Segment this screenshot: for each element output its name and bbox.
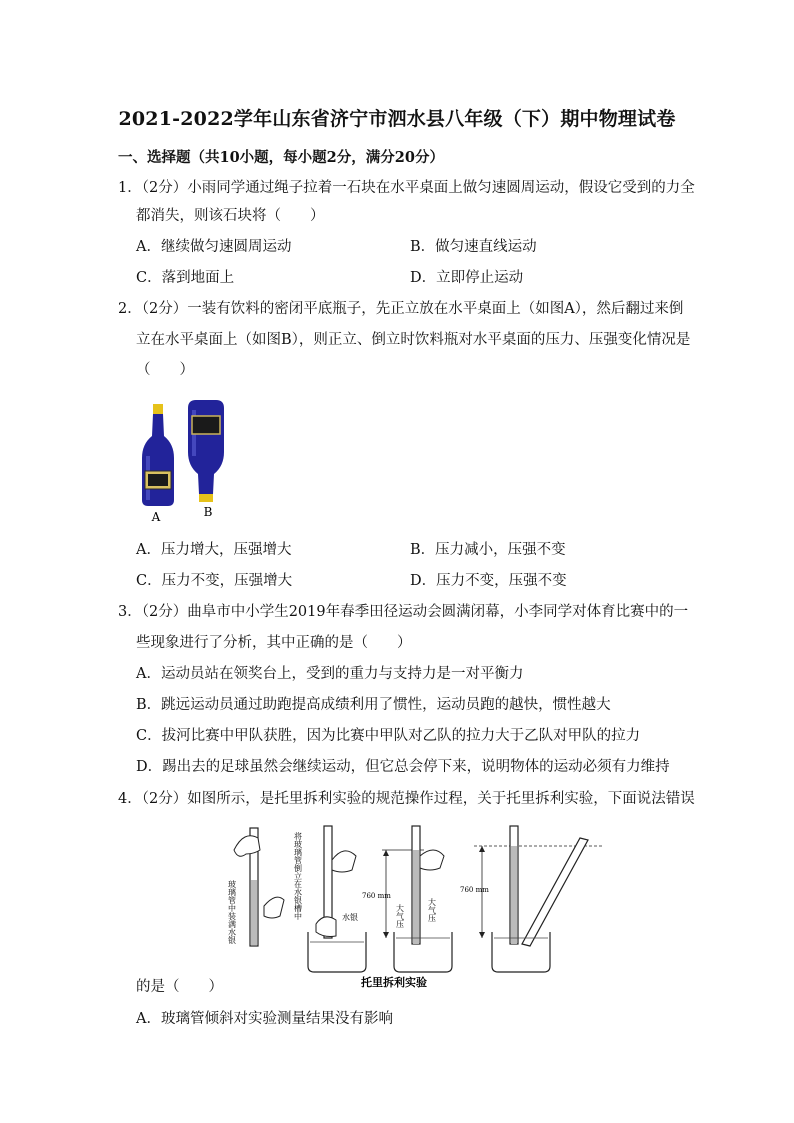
q4-option-a: A．玻璃管倾斜对实验测量结果没有影响 bbox=[136, 1011, 393, 1027]
q2-stem-line3: （ ） bbox=[136, 362, 194, 378]
q2-option-d: D．压力不变，压强不变 bbox=[410, 573, 567, 589]
q1-option-d: D．立即停止运动 bbox=[410, 270, 524, 286]
q2-stem-line2: 立在水平桌面上（如图B），则正立、倒立时饮料瓶对水平桌面的压力、压强变化情况是 bbox=[136, 332, 691, 348]
q3-stem-line2: 些现象进行了分析，其中正确的是（ ） bbox=[136, 635, 412, 651]
q3-option-c: C．拔河比赛中甲队获胜，因为比赛中甲队对乙队的拉力大于乙队对甲队的拉力 bbox=[136, 728, 641, 744]
bottle-b-image bbox=[188, 400, 224, 502]
panel-fill-tube bbox=[228, 828, 285, 946]
label-760-b: 760 mm bbox=[460, 886, 489, 894]
section-heading: 一、选择题（共10小题，每小题2分，满分20分） bbox=[118, 149, 444, 166]
q3-option-a: A．运动员站在领奖台上，受到的重力与支持力是一对平衡力 bbox=[136, 666, 524, 682]
q2-option-b: B．压力减小，压强不变 bbox=[410, 542, 566, 558]
q1-option-a: A．继续做匀速圆周运动 bbox=[136, 239, 292, 255]
q2-option-a: A．压力增大，压强增大 bbox=[136, 542, 292, 558]
panel-tilted-tube bbox=[460, 826, 604, 972]
panel-invert-tube bbox=[294, 826, 367, 972]
label-atm-2: 大气压 bbox=[427, 898, 437, 922]
bottle-a-image bbox=[142, 404, 174, 506]
q3-option-b: B．跳远运动员通过助跑提高成绩利用了惯性，运动员跑的越快，惯性越大 bbox=[136, 697, 611, 713]
q1-stem-line1: 1．（2分）小雨同学通过绳子拉着一石块在水平桌面上做匀速圆周运动，假设它受到的力全 bbox=[118, 180, 695, 196]
q1-option-c: C．落到地面上 bbox=[136, 270, 235, 286]
torricelli-figure bbox=[224, 820, 614, 990]
bottle-a-label: A bbox=[151, 510, 161, 524]
q3-stem-line1: 3．（2分）曲阜市中小学生2019年春季田径运动会圆满闭幕，小李同学对体育比赛中的一 bbox=[118, 604, 689, 620]
q2-stem-line1: 2．（2分）一装有饮料的密闭平底瓶子，先正立放在水平桌面上（如图A），然后翻过来倒 bbox=[118, 301, 684, 317]
label-760-a: 760 mm bbox=[362, 892, 391, 900]
label-fill-tube: 玻璃管中装满水银 bbox=[227, 880, 237, 944]
q2-option-c: C．压力不变，压强增大 bbox=[136, 573, 293, 589]
q4-stem-line1: 4．（2分）如图所示，是托里拆利实验的规范操作过程，关于托里拆利实验，下面说法错误 bbox=[118, 791, 695, 807]
label-invert-tube: 将玻璃管倒立在水银槽中 bbox=[293, 832, 303, 920]
page-title: 2021-2022学年山东省济宁市泗水县八年级（下）期中物理试卷 bbox=[118, 108, 676, 130]
q1-stem-line2: 都消失，则该石块将（ ） bbox=[136, 208, 325, 224]
bottles-figure bbox=[136, 396, 246, 526]
label-mercury: 水银 bbox=[342, 913, 358, 922]
q3-option-d: D．踢出去的足球虽然会继续运动，但它总会停下来，说明物体的运动必须有力维持 bbox=[136, 759, 670, 775]
q1-option-b: B．做匀速直线运动 bbox=[410, 239, 537, 255]
figure-caption: 托里拆利实验 bbox=[361, 976, 427, 989]
panel-vertical-tube bbox=[362, 826, 452, 972]
bottle-b-label: B bbox=[203, 505, 213, 519]
label-atm-1: 大气压 bbox=[395, 904, 405, 928]
q4-stem-line2: 的是（ ） bbox=[136, 979, 223, 995]
